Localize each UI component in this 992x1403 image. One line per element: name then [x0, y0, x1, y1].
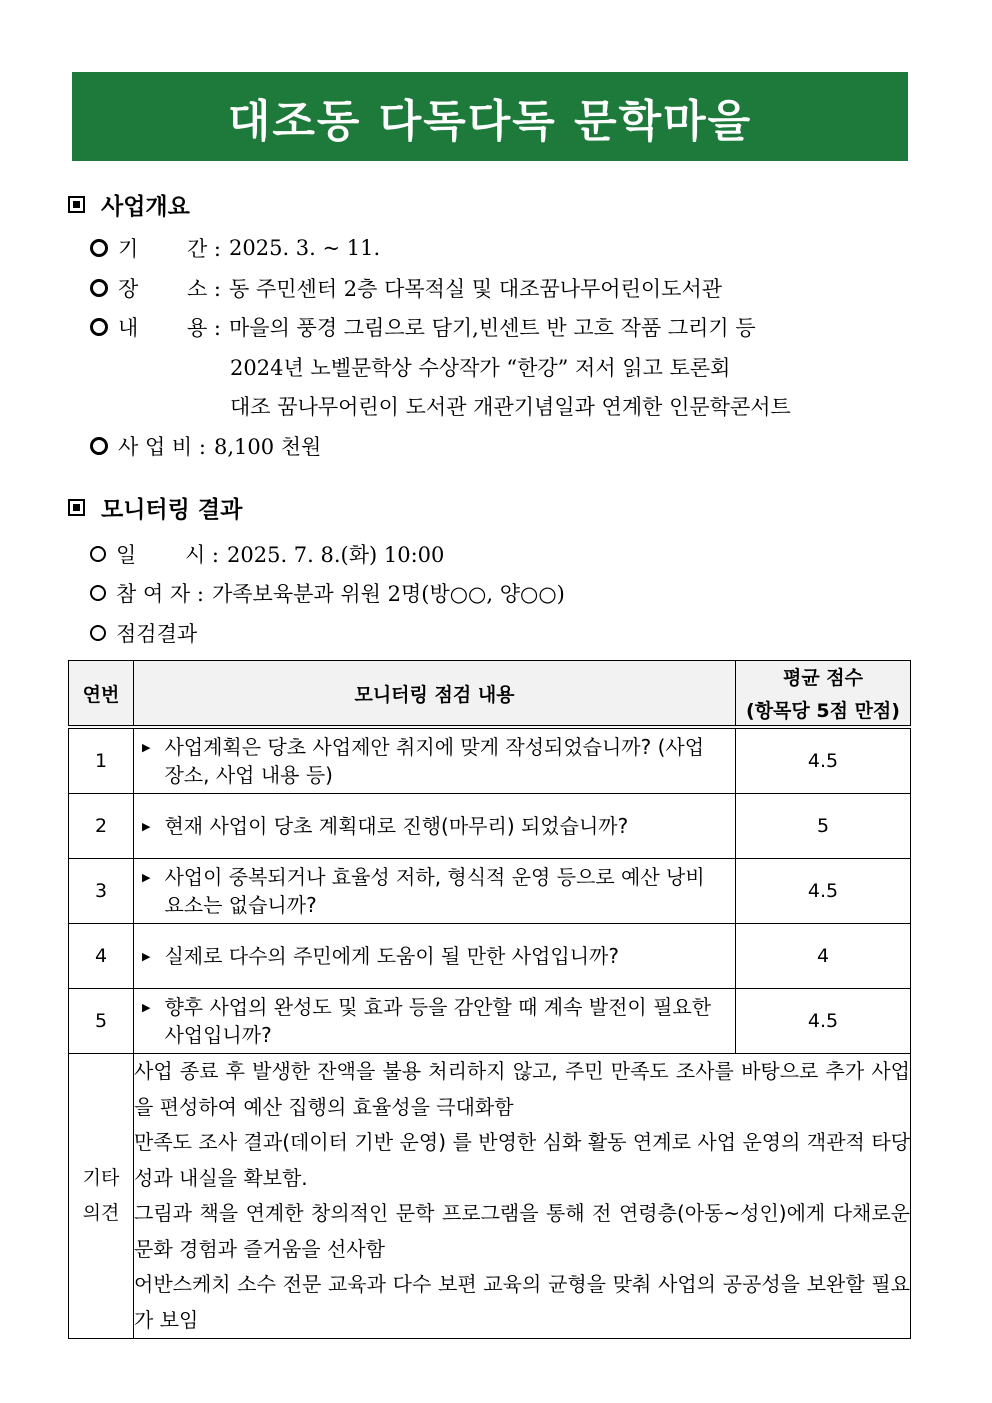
date-label: 일 시 : — [116, 543, 219, 567]
header-score-line2: (항목당 5점 만점) — [746, 700, 900, 722]
participants-label: 참 여 자 : — [116, 582, 204, 606]
overview-budget — [90, 431, 321, 461]
row-question — [134, 859, 736, 924]
overview-content — [90, 312, 756, 342]
notes-label-line2: 의견 — [82, 1202, 120, 1224]
notes-content — [134, 1054, 911, 1339]
table-row — [69, 727, 911, 794]
overview-heading — [68, 188, 190, 221]
row-question-text: 사업계획은 당초 사업제안 취지에 맞게 작성되었습니까? (사업 장소, 사업 내용 등) — [164, 735, 705, 787]
square-bullet-icon — [68, 499, 85, 516]
table-row — [69, 924, 911, 989]
monitoring-table — [68, 660, 911, 1339]
table-row — [69, 794, 911, 859]
content-line-3: 대조 꿈나무어린이 도서관 개관기념일과 연계한 인문학콘서트 — [230, 395, 791, 419]
content-line-2: 2024년 노벨문학상 수상작가 “한강” 저서 읽고 토론회 — [230, 356, 731, 380]
row-no: 5 — [69, 989, 134, 1054]
triangle-bullet-icon: ▶ — [142, 871, 151, 884]
header-no: 연번 — [69, 661, 134, 728]
row-question-text: 현재 사업이 당초 계획대로 진행(마무리) 되었습니까? — [164, 813, 629, 838]
row-question — [134, 727, 736, 794]
budget-label: 사 업 비 : — [118, 435, 206, 459]
note-item: 사업 종료 후 발생한 잔액을 불용 처리하지 않고, 주민 만족도 조사를 바탕으로 추가 사업을 편성하여 예산 집행의 효율성을 극대화함 — [134, 1059, 910, 1119]
circle-bullet-icon — [90, 437, 108, 455]
period-value: 2025. 3. ~ 11. — [229, 236, 381, 260]
row-question-text: 실제로 다수의 주민에게 도움이 될 만한 사업입니까? — [164, 943, 619, 968]
monitoring-check — [90, 618, 197, 648]
row-score: 4.5 — [736, 989, 911, 1054]
row-question — [134, 794, 736, 859]
overview-period — [90, 233, 380, 263]
header-score-line1: 평균 점수 — [782, 667, 864, 689]
notes-row — [69, 1054, 911, 1339]
header-score — [736, 661, 911, 728]
circle-bullet-icon — [90, 585, 106, 601]
row-no: 1 — [69, 727, 134, 794]
period-label: 기 간 : — [118, 237, 221, 261]
monitoring-heading — [68, 491, 242, 524]
row-score: 4.5 — [736, 727, 911, 794]
row-no: 2 — [69, 794, 134, 859]
table-row — [69, 989, 911, 1054]
page-title: 대조동 다독다독 문학마을 — [72, 72, 908, 161]
overview-place — [90, 273, 722, 303]
triangle-bullet-icon: ▶ — [142, 949, 151, 963]
monitoring-heading-text: 모니터링 결과 — [101, 497, 243, 523]
header-content: 모니터링 점검 내용 — [134, 661, 736, 728]
notes-label-line1: 기타 — [82, 1167, 120, 1189]
row-question-text: 향후 사업의 완성도 및 효과 등을 감안할 때 계속 발전이 필요한 사업입니까? — [164, 995, 712, 1047]
table-header-row — [69, 661, 911, 728]
row-score: 5 — [736, 794, 911, 859]
date-value: 2025. 7. 8.(화) 10:00 — [227, 543, 445, 567]
row-no: 4 — [69, 924, 134, 989]
monitoring-date — [90, 539, 444, 569]
overview-heading-text: 사업개요 — [101, 194, 190, 220]
triangle-bullet-icon: ▶ — [142, 819, 151, 833]
circle-bullet-icon — [90, 318, 108, 336]
note-item: 어반스케치 소수 전문 교육과 다수 보편 교육의 균형을 맞춰 사업의 공공성을 보완할 필요가 보임 — [134, 1272, 910, 1332]
triangle-bullet-icon: ▶ — [142, 741, 151, 754]
row-question-text: 사업이 중복되거나 효율성 저하, 형식적 운영 등으로 예산 낭비 요소는 없습니까? — [164, 865, 705, 917]
row-question — [134, 924, 736, 989]
note-item: 그림과 책을 연계한 창의적인 문학 프로그램을 통해 전 연령층(아동~성인)에게 다채로운 문화 경험과 즐거움을 선사함 — [134, 1201, 910, 1261]
monitoring-participants — [90, 578, 565, 608]
row-score: 4.5 — [736, 859, 911, 924]
place-value: 동 주민센터 2층 다목적실 및 대조꿈나무어린이도서관 — [229, 277, 723, 301]
circle-bullet-icon — [90, 279, 108, 297]
note-item: 만족도 조사 결과(데이터 기반 운영) 를 반영한 심화 활동 연계로 사업 운영의 객관적 타당성과 내실을 확보함. — [134, 1130, 910, 1190]
content-value: 마을의 풍경 그림으로 담기,빈센트 반 고흐 작품 그리기 등 — [229, 316, 756, 340]
place-label: 장 소 : — [118, 277, 221, 301]
row-score: 4 — [736, 924, 911, 989]
circle-bullet-icon — [90, 625, 106, 641]
content-label: 내 용 : — [118, 316, 221, 340]
table-row — [69, 859, 911, 924]
check-label: 점검결과 — [116, 622, 198, 646]
row-no: 3 — [69, 859, 134, 924]
triangle-bullet-icon: ▶ — [142, 1001, 151, 1014]
square-bullet-icon — [68, 196, 85, 213]
circle-bullet-icon — [90, 546, 106, 562]
row-question — [134, 989, 736, 1054]
budget-value: 8,100 천원 — [213, 435, 322, 459]
circle-bullet-icon — [90, 239, 108, 257]
participants-value: 가족보육분과 위원 2명(방○○, 양○○) — [211, 582, 565, 606]
notes-label — [69, 1054, 134, 1339]
